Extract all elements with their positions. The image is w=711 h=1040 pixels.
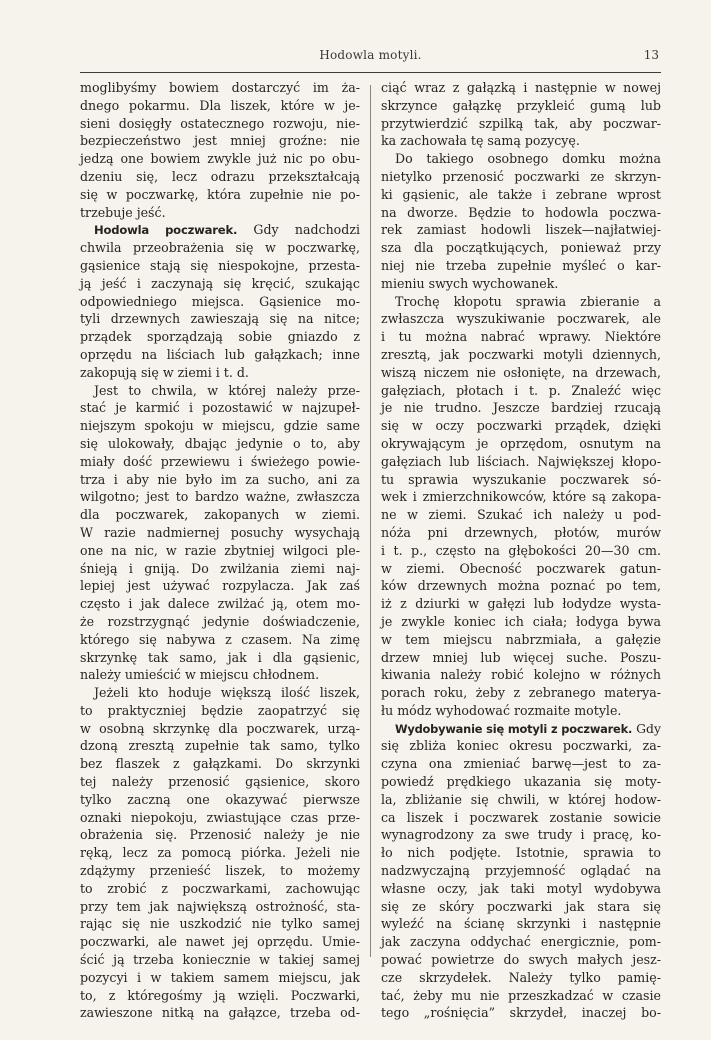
- text-line: [80, 364, 360, 382]
- text-line: [381, 613, 661, 631]
- text-line: [381, 933, 661, 951]
- line-text: Gdy nadchodzi: [237, 222, 360, 238]
- line-text: nadzwyczajną przyjemność oglądać na: [381, 863, 661, 879]
- text-line: [381, 97, 661, 115]
- line-text: w tem miejscu nabrzmiała, a gałęzie: [381, 631, 661, 647]
- line-text: na dworze. Będzie to hodowla poczwa-: [381, 204, 661, 220]
- text-line: [80, 577, 360, 595]
- text-line: [381, 969, 661, 987]
- text-line: [80, 186, 360, 204]
- line-text: łu módz wyhodować rozmaite motyle.: [381, 702, 622, 718]
- text-line: [80, 595, 360, 613]
- text-line: [381, 684, 661, 702]
- text-line: [381, 257, 661, 275]
- text-line: [80, 542, 360, 560]
- line-text: nóża pni drzewnych, płotów, murów: [381, 524, 661, 540]
- line-text: skrzynce gałązkę przykleić gumą lub: [381, 97, 661, 113]
- line-text: przy tem jak największą ostrożność, sta-: [80, 898, 360, 914]
- line-text: się w poczwarkę, która zupełnie nie po-: [80, 186, 360, 202]
- running-header: [80, 48, 661, 68]
- text-line: [80, 115, 360, 133]
- text-line: [80, 915, 360, 933]
- text-line: [381, 826, 661, 844]
- text-line: [381, 755, 661, 773]
- text-line: [80, 720, 360, 738]
- text-line: [381, 417, 661, 435]
- line-text: rek zamiast hodowli liszek—najłatwiej-: [381, 222, 661, 238]
- line-text: pować powietrze do swych małych jesz-: [381, 952, 661, 968]
- text-line: [381, 186, 661, 204]
- text-line: [80, 684, 360, 702]
- text-line: [80, 221, 360, 239]
- line-text: własne oczy, jak taki motyl wydobywa: [381, 880, 661, 896]
- text-line: [381, 453, 661, 471]
- line-text: ne w ziemi. Szukać ich należy u pod-: [381, 507, 661, 523]
- line-text: sza dla początkujących, ponieważ przy: [381, 240, 661, 256]
- line-text: Jeżeli kto hoduje większą ilość liszek,: [94, 685, 360, 701]
- line-text: ręką, lecz za pomocą piórka. Jeżeli nie: [80, 845, 360, 861]
- column-divider: [370, 85, 371, 957]
- line-text: gałęziach lub liściach. Największej kłopo-: [381, 453, 661, 469]
- text-line: [381, 542, 661, 560]
- line-text: wilgotno; jest to bardzo ważne, zwłaszcza: [80, 489, 360, 505]
- line-text: zakopują się w ziemi i t. d.: [80, 364, 249, 380]
- text-line: [381, 773, 661, 791]
- line-text: stać je karmić i pozostawić w najzupeł-: [80, 400, 360, 416]
- page-number: 13: [643, 48, 659, 62]
- text-line: [80, 204, 360, 222]
- text-line: [80, 755, 360, 773]
- text-line: [381, 666, 661, 684]
- text-line: [80, 809, 360, 827]
- line-text: ków drzewnych można poznać po tem,: [381, 578, 661, 594]
- line-text: je nie trudno. Jeszcze bardziej rzucają: [381, 400, 661, 416]
- text-line: [381, 488, 661, 506]
- line-text: tu sprawia wyszukanie poczwarek só-: [381, 471, 661, 487]
- text-line: [381, 168, 661, 186]
- text-line: [381, 880, 661, 898]
- line-text: bezpieczeństwo jest mniej groźne: nie: [80, 133, 360, 149]
- line-text: ki gąsienic, ale także i zebrane wprost: [381, 186, 661, 202]
- line-text: ścić ją trzeba koniecznie w takiej samej: [80, 952, 360, 968]
- line-text: gąsienice stają się niespokojne, przesta-: [80, 257, 360, 273]
- line-text: jak zaczyna oddychać energicznie, pom-: [381, 934, 661, 950]
- line-text: drzew mniej lub więcej suche. Poszu-: [381, 649, 661, 665]
- line-text: rając się nie uszkodzić nie tylko samej: [80, 916, 360, 932]
- line-text: tej należy przenosić gąsienice, skoro: [80, 774, 360, 790]
- line-text: to praktyczniej będzie zaopatrzyć się: [80, 702, 360, 718]
- text-line: [381, 987, 661, 1005]
- text-line: [381, 560, 661, 578]
- line-text: cze skrzydełek. Należy tylko pamię-: [381, 969, 661, 985]
- line-text: tyli drzewnych zawieszają się na nitce;: [80, 311, 360, 327]
- line-text: w osobną skrzynkę dla poczwarek, urzą-: [80, 720, 360, 736]
- text-line: [381, 737, 661, 755]
- line-text: że rozstrzygnąć jedynie doświadczenie,: [80, 613, 360, 629]
- line-text: Trochę kłopotu sprawia zbieranie a: [395, 293, 661, 309]
- text-line: [381, 132, 661, 150]
- line-text: trza i aby nie było im za sucho, ani za: [80, 471, 360, 487]
- text-line: [80, 435, 360, 453]
- text-line: [381, 631, 661, 649]
- line-text: tylko zaczną one okazywać pierwsze: [80, 791, 360, 807]
- text-line: [80, 399, 360, 417]
- line-text: chwila przeobrażenia się w poczwarkę,: [80, 240, 360, 256]
- text-line: [381, 951, 661, 969]
- text-line: [381, 809, 661, 827]
- text-line: [80, 666, 360, 684]
- left-column: [80, 79, 360, 1022]
- line-text: tego „rośnięcia” skrzydeł, inaczej bo-: [381, 1005, 661, 1021]
- text-line: [80, 328, 360, 346]
- text-line: [381, 399, 661, 417]
- line-text: okrywającym je oprzędom, osnutym na: [381, 435, 661, 451]
- text-line: [80, 132, 360, 150]
- line-text: wynagrodzony za swe trudy i pracę, ko-: [381, 827, 661, 843]
- line-text: dnego pokarmu. Dla liszek, które w je-: [80, 97, 360, 113]
- right-column: [381, 79, 661, 1022]
- line-text: to, z któregośmy ją wzięli. Poczwarki,: [80, 987, 360, 1003]
- text-line: [381, 844, 661, 862]
- line-text: obrażenia się. Przenosić należy je nie: [80, 827, 360, 843]
- line-text: je zwykle koniec ich ciała; łodyga bywa: [381, 613, 661, 629]
- text-line: [80, 79, 360, 97]
- text-line: [381, 364, 661, 382]
- text-line: [80, 524, 360, 542]
- line-text: bez flaszek z gałązkami. Do skrzynki: [80, 756, 360, 772]
- line-text: się w oczy poczwarki prządek, dzięki: [381, 418, 661, 434]
- text-line: [80, 1004, 360, 1022]
- text-line: [80, 97, 360, 115]
- text-line: [80, 844, 360, 862]
- line-text: często i jak dalece zwilżać ją, otem mo-: [80, 596, 360, 612]
- line-text: ca liszek i poczwarek zostanie sowicie: [381, 809, 661, 825]
- text-line: [381, 577, 661, 595]
- text-line: [80, 791, 360, 809]
- line-text: wiszą niczem nie osłonięte, na drzewach,: [381, 364, 661, 380]
- section-heading: Wydobywanie się motyli z poczwarek.: [395, 721, 633, 736]
- text-columns: [80, 79, 661, 1022]
- line-text: iż z dziurki w gałęzi lub łodydze wysta-: [381, 596, 661, 612]
- text-line: [80, 702, 360, 720]
- line-text: to zrobić z poczwarkami, zachowując: [80, 880, 360, 896]
- text-line: [80, 168, 360, 186]
- section-heading: Hodowla poczwarek.: [94, 223, 238, 238]
- line-text: one na nic, w razie zbytniej wilgoci ple-: [80, 542, 360, 558]
- line-text: kiwania należy robić kolejno w różnych: [381, 667, 661, 683]
- line-text: odpowiedniego miejsca. Gąsienice mo-: [80, 293, 360, 309]
- text-line: [381, 702, 661, 720]
- text-line: [80, 346, 360, 364]
- line-text: dla poczwarek, zakopanych w ziemi.: [80, 507, 360, 523]
- text-line: [381, 221, 661, 239]
- text-line: [381, 862, 661, 880]
- line-text: i tu można nabrać wprawy. Niektóre: [381, 329, 661, 345]
- text-line: [80, 773, 360, 791]
- line-text: zdążymy przenieść liszek, to możemy: [80, 863, 360, 879]
- text-line: [80, 862, 360, 880]
- text-line: [381, 524, 661, 542]
- running-title: Hodowla motyli.: [319, 48, 422, 62]
- line-text: zwłaszcza wyszukiwanie poczwarek, ale: [381, 311, 661, 327]
- text-line: [80, 150, 360, 168]
- line-text: jedzą one bowiem zwykle już nic po obu-: [80, 151, 360, 167]
- text-line: [80, 649, 360, 667]
- line-text: moglibyśmy bowiem dostarczyć im ża-: [80, 80, 360, 95]
- line-text: ło nich podjęte. Istotnie, sprawia to: [381, 845, 661, 861]
- text-line: [381, 310, 661, 328]
- text-line: [381, 791, 661, 809]
- line-text: W razie nadmiernej posuchy wysychają: [80, 524, 360, 540]
- line-text: prządek sporządzają sobie gniazdo z: [80, 329, 360, 345]
- text-line: [80, 560, 360, 578]
- line-text: Jest to chwila, w której należy prze-: [94, 382, 360, 398]
- text-line: [381, 382, 661, 400]
- text-line: [80, 239, 360, 257]
- line-text: nietylko przenosić poczwarki ze skrzyn-: [381, 168, 661, 184]
- text-line: [80, 382, 360, 400]
- text-line: [381, 506, 661, 524]
- text-line: [80, 488, 360, 506]
- line-text: poczwarki, ale nawet jej oprzędu. Umie-: [80, 934, 360, 950]
- text-line: [381, 115, 661, 133]
- line-text: Do takiego osobnego domku można: [395, 151, 661, 167]
- line-text: wek i zmierzchnikowców, które są zakopa-: [381, 489, 661, 505]
- text-line: [80, 310, 360, 328]
- line-text: miały dość przewiewu i świeżego powie-: [80, 453, 360, 469]
- line-text: oznaki niepokoju, zwiastujące czas prze-: [80, 809, 360, 825]
- line-text: którego się nabywa z czasem. Na zimę: [80, 631, 360, 647]
- text-line: [381, 346, 661, 364]
- text-line: [381, 328, 661, 346]
- text-line: [80, 933, 360, 951]
- line-text: dzoną zresztą zupełnie tak samo, tylko: [80, 738, 360, 754]
- line-text: się zbliża koniec okresu poczwarki, za-: [381, 738, 661, 754]
- line-text: trzebuje jeść.: [80, 204, 166, 220]
- text-line: [381, 471, 661, 489]
- line-text: zawieszone nitką na gałązce, trzeba od-: [80, 1005, 360, 1021]
- text-line: [80, 969, 360, 987]
- line-text: porach roku, żeby z zebranego materya-: [381, 685, 661, 701]
- line-text: dzeniu się, lecz odrazu przekształcają: [80, 168, 360, 184]
- text-line: [80, 951, 360, 969]
- line-text: pozycyi i w takiem samem miejscu, jak: [80, 969, 360, 985]
- text-line: [80, 453, 360, 471]
- text-line: [381, 1004, 661, 1022]
- line-text: się ze skóry poczwarki jak stara się: [381, 898, 661, 914]
- line-text: niejszym spokoju w miejscu, gdzie same: [80, 418, 360, 434]
- line-text: niej nie trzeba zupełnie myśleć o kar-: [381, 257, 661, 273]
- text-line: [381, 915, 661, 933]
- line-text: ciąć wraz z gałązką i następnie w nowej: [381, 80, 661, 95]
- text-line: [80, 293, 360, 311]
- text-line: [80, 987, 360, 1005]
- line-text: zresztą, jak poczwarki motyli dziennych,: [381, 346, 661, 362]
- text-line: [80, 631, 360, 649]
- line-text: Gdy: [632, 720, 661, 736]
- line-text: i t. p., często na głębokości 20—30 cm.: [381, 542, 661, 558]
- line-text: lepiej jest używać rozpylacza. Jak zaś: [80, 578, 360, 594]
- line-text: czyna ona zmieniać barwę—jest to za-: [381, 756, 661, 772]
- line-text: wyleźć na ścianę skrzynki i następnie: [381, 916, 661, 932]
- text-line: [80, 275, 360, 293]
- text-line: [381, 898, 661, 916]
- text-line: [80, 826, 360, 844]
- text-line: [80, 506, 360, 524]
- text-line: [381, 150, 661, 168]
- text-line: [80, 257, 360, 275]
- line-text: sieni dosięgły ostatecznego rozwoju, nie-: [80, 115, 360, 131]
- line-text: należy umieścić w miejscu chłodnem.: [80, 667, 320, 683]
- line-text: tać, żeby mu nie przeszkadzać w czasie: [381, 987, 661, 1003]
- line-text: powiedź prędkiego ukazania się moty-: [381, 774, 661, 790]
- line-text: w ziemi. Obecność poczwarek gatun-: [381, 560, 661, 576]
- text-line: [80, 417, 360, 435]
- text-line: [80, 880, 360, 898]
- line-text: gałęziach, płotach i t. p. Znaleźć więc: [381, 382, 661, 398]
- line-text: la, zbliżanie się chwili, w której hodow-: [381, 791, 661, 807]
- text-line: [381, 239, 661, 257]
- line-text: przytwierdzić szpilką tak, aby poczwar-: [381, 115, 661, 131]
- header-rule: [80, 72, 661, 73]
- text-line: [381, 79, 661, 97]
- text-line: [80, 737, 360, 755]
- text-line: [80, 613, 360, 631]
- line-text: mieniu swych wychowanek.: [381, 275, 559, 291]
- text-line: [381, 275, 661, 293]
- line-text: oprzędu na liściach lub gałązkach; inne: [80, 346, 360, 362]
- text-line: [381, 720, 661, 738]
- line-text: ka zachowała tę samą pozycyę.: [381, 133, 580, 149]
- text-line: [381, 435, 661, 453]
- text-line: [381, 595, 661, 613]
- text-line: [381, 293, 661, 311]
- line-text: śnieją i gniją. Do zwilżania ziemi naj-: [80, 560, 360, 576]
- line-text: ją jeść i zaczynają się kręcić, szukając: [80, 275, 360, 291]
- line-text: skrzynkę tak samo, jak i dla gąsienic,: [80, 649, 360, 665]
- text-line: [80, 898, 360, 916]
- text-line: [80, 471, 360, 489]
- text-line: [381, 204, 661, 222]
- text-line: [381, 649, 661, 667]
- line-text: się ulokowały, dbając jedynie o to, aby: [80, 435, 360, 451]
